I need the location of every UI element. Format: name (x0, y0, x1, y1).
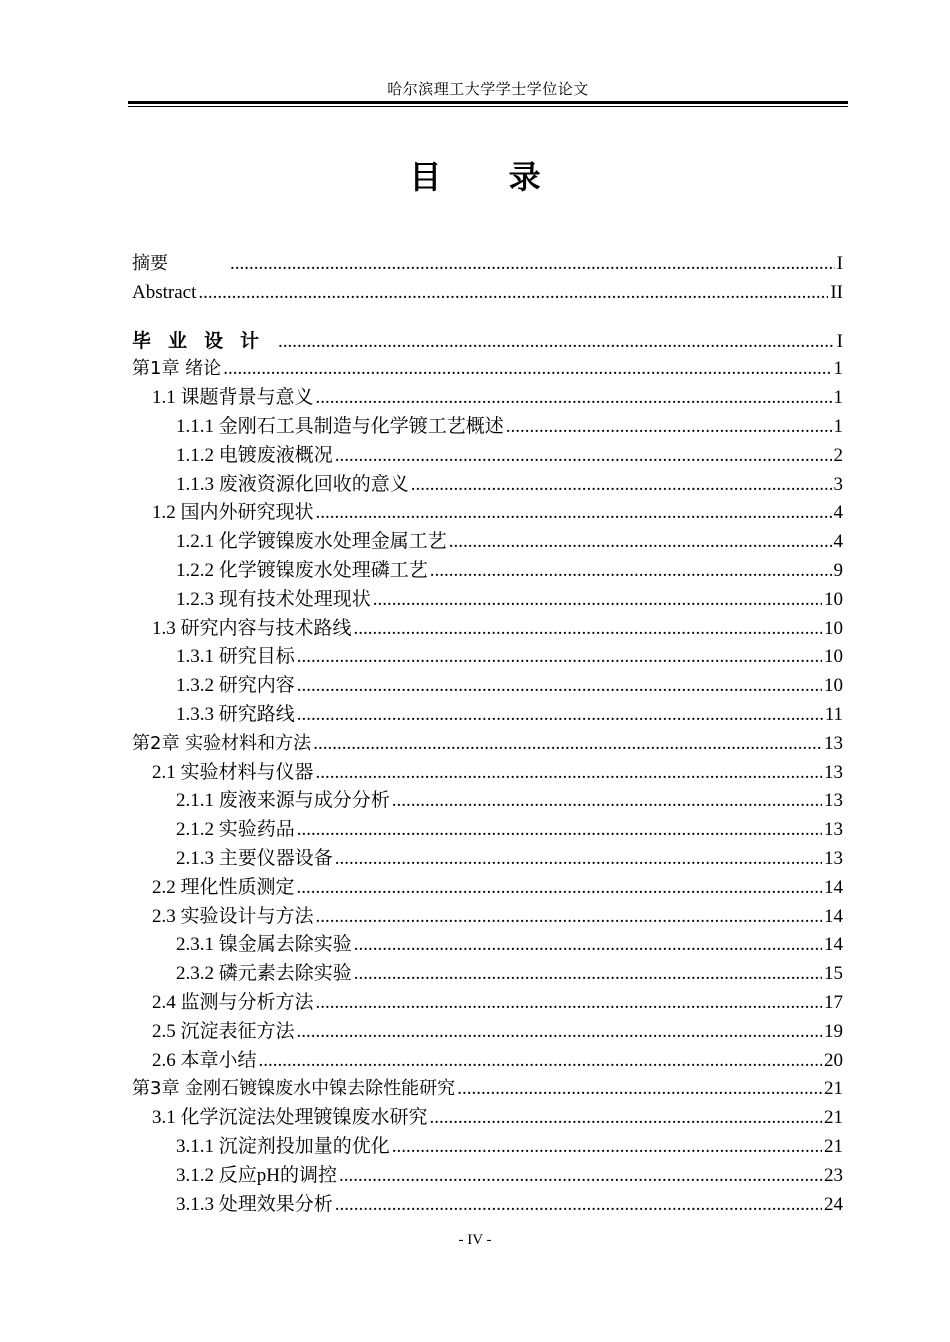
toc-entry-label: 2.3.2 磷元素去除实验 (176, 963, 352, 985)
toc-entry[interactable] (132, 1104, 843, 1133)
toc-entry-label: 2.1 实验材料与仪器 (152, 761, 314, 783)
toc-entry-label: 2.1.3 主要仪器设备 (176, 847, 333, 869)
toc-entry-label: 2.1.1 废液来源与成分分析 (176, 790, 390, 812)
toc-entry-page: 11 (824, 703, 843, 725)
toc-leader-dots (316, 759, 822, 788)
toc-entry-page: I (836, 253, 843, 274)
toc-entry-label: 2.3.1 镍金属去除实验 (176, 934, 352, 956)
toc-leader-dots (223, 355, 831, 384)
toc-entry-label: 2.5 沉淀表征方法 (152, 1020, 295, 1042)
toc-leader-dots (297, 1018, 822, 1047)
toc-entry-page: 2 (833, 444, 843, 466)
toc-leader-dots (373, 586, 822, 615)
toc-entry[interactable] (132, 759, 843, 788)
toc-entry-page: 13 (824, 732, 843, 754)
toc-leader-dots (430, 557, 832, 586)
toc-entry[interactable] (132, 816, 843, 845)
toc-entry-label: 第3章 金刚石镀镍废水中镍去除性能研究 (132, 1078, 456, 1100)
toc-leader-dots (316, 903, 822, 932)
toc-leader-dots (230, 250, 835, 279)
toc-leader-dots (392, 1133, 822, 1162)
toc-leader-dots (313, 730, 822, 759)
toc-entry-label: 摘要 (132, 253, 168, 274)
toc-entry-label: 3.1 化学沉淀法处理镀镍废水研究 (152, 1107, 428, 1129)
toc-entry-label: 1.3.1 研究目标 (176, 646, 295, 668)
toc-leader-dots (335, 845, 822, 874)
toc-entry-label: 1.3.3 研究路线 (176, 703, 295, 725)
toc-entry[interactable] (132, 327, 843, 356)
toc-entry-page: 10 (824, 646, 843, 668)
toc-entry-label: 1.1 课题背景与意义 (152, 387, 314, 409)
toc-entry[interactable] (132, 787, 843, 816)
toc-entry-label: 2.2 理化性质测定 (152, 876, 295, 898)
toc-entry-page: 21 (824, 1107, 843, 1129)
toc-entry-page: 1 (833, 387, 843, 409)
toc-leader-dots (316, 989, 822, 1018)
toc-entry[interactable] (132, 903, 843, 932)
toc-entry-label: 毕业设计 (132, 329, 277, 352)
toc-entry-page: 20 (824, 1049, 843, 1071)
toc-leader-dots (278, 328, 835, 357)
toc-entry[interactable] (132, 413, 843, 442)
toc-entry-label: 1.1.3 废液资源化回收的意义 (176, 473, 409, 495)
toc-entry-page: 13 (824, 790, 843, 812)
toc-entry-page: 1 (833, 358, 843, 380)
toc-entry[interactable] (132, 1133, 843, 1162)
toc-entry-page: 4 (833, 502, 843, 524)
page-title: 目 录 (409, 158, 569, 196)
toc-entry[interactable] (132, 845, 843, 874)
toc-entry[interactable] (132, 730, 843, 759)
toc-leader-dots (297, 874, 822, 903)
toc-entry[interactable] (132, 1075, 843, 1104)
toc-leader-dots (297, 816, 822, 845)
toc-leader-dots (457, 1075, 822, 1104)
toc-entry-page: 14 (824, 934, 843, 956)
toc-entry-label: 2.4 监测与分析方法 (152, 991, 314, 1013)
toc-entry-page: 10 (824, 617, 843, 639)
toc-entry-page: 21 (824, 1078, 843, 1100)
toc-entry-label: 1.3.2 研究内容 (176, 675, 295, 697)
toc-entry[interactable] (132, 279, 843, 308)
toc-leader-dots (335, 442, 832, 471)
toc-entry-label: 3.1.2 反应pH的调控 (176, 1164, 337, 1186)
toc-leader-dots (297, 672, 822, 701)
toc-entry[interactable] (132, 1162, 843, 1191)
toc-entry-page: 13 (824, 761, 843, 783)
toc-entry[interactable] (132, 586, 843, 615)
header-rule-thick (128, 101, 848, 104)
toc-entry-label: Abstract (132, 281, 197, 303)
toc-leader-dots (297, 643, 822, 672)
toc-entry[interactable] (132, 355, 843, 384)
toc-entry-label: 1.2 国内外研究现状 (152, 502, 314, 524)
toc-leader-dots (430, 1104, 822, 1133)
toc-leader-dots (316, 499, 832, 528)
page-number-footer: - IV - (458, 1232, 492, 1248)
toc-entry-page: 14 (824, 876, 843, 898)
toc-entry-label: 第1章 绪论 (132, 358, 222, 380)
toc-entry[interactable] (132, 874, 843, 903)
toc-entry-label: 1.2.1 化学镀镍废水处理金属工艺 (176, 531, 447, 553)
toc-entry[interactable] (132, 931, 843, 960)
toc-entry-page: 17 (824, 991, 843, 1013)
toc-entry-label: 1.2.2 化学镀镍废水处理磷工艺 (176, 559, 428, 581)
toc-entry-label: 2.1.2 实验药品 (176, 819, 295, 841)
toc-entry-page: 15 (824, 963, 843, 985)
toc-entry[interactable] (132, 1018, 843, 1047)
toc-entry-page: 23 (824, 1164, 843, 1186)
running-header: 哈尔滨理工大学学士学位论文 (387, 82, 589, 98)
toc-leader-dots (411, 471, 832, 500)
toc-entry-page: 24 (824, 1193, 843, 1215)
toc-entry-page: 13 (824, 847, 843, 869)
toc-entry-page: 1 (833, 415, 843, 437)
toc-entry-page: 21 (824, 1135, 843, 1157)
toc-entry[interactable] (132, 701, 843, 730)
toc-entry[interactable] (132, 989, 843, 1018)
toc-leader-dots (198, 279, 828, 308)
toc-entry-page: II (830, 281, 843, 303)
toc-leader-dots (449, 528, 832, 557)
table-of-contents (132, 250, 843, 1219)
toc-entry[interactable] (132, 1191, 843, 1220)
toc-leader-dots (392, 787, 822, 816)
toc-entry-page: 4 (833, 531, 843, 553)
toc-entry-label: 3.1.1 沉淀剂投加量的优化 (176, 1135, 390, 1157)
toc-leader-dots (316, 384, 832, 413)
toc-entry-page: 13 (824, 819, 843, 841)
toc-entry-page: 19 (824, 1020, 843, 1042)
toc-entry[interactable] (132, 643, 843, 672)
toc-entry-label: 3.1.3 处理效果分析 (176, 1193, 333, 1215)
toc-leader-dots (354, 931, 822, 960)
header-rule-thin (128, 106, 848, 107)
toc-leader-dots (339, 1162, 822, 1191)
toc-entry[interactable] (132, 615, 843, 644)
toc-entry[interactable] (132, 1047, 843, 1076)
toc-entry[interactable] (132, 528, 843, 557)
toc-entry-label: 1.2.3 现有技术处理现状 (176, 588, 371, 610)
toc-entry[interactable] (132, 672, 843, 701)
toc-entry-label: 第2章 实验材料和方法 (132, 732, 312, 754)
toc-entry-page: I (836, 330, 843, 352)
toc-leader-dots (297, 701, 823, 730)
toc-leader-dots (354, 615, 822, 644)
toc-entry-label: 1.1.2 电镀废液概况 (176, 444, 333, 466)
toc-entry[interactable] (132, 384, 843, 413)
toc-leader-dots (335, 1191, 822, 1220)
toc-entry[interactable] (132, 557, 843, 586)
toc-entry-page: 9 (833, 559, 843, 581)
toc-leader-dots (354, 960, 822, 989)
toc-entry-label: 2.6 本章小结 (152, 1049, 257, 1071)
toc-entry[interactable] (132, 960, 843, 989)
toc-entry-page: 14 (824, 905, 843, 927)
toc-entry-page: 3 (833, 473, 843, 495)
toc-entry[interactable] (132, 442, 843, 471)
toc-entry-page: 10 (824, 588, 843, 610)
toc-entry-label: 2.3 实验设计与方法 (152, 905, 314, 927)
toc-entry-page: 10 (824, 675, 843, 697)
toc-entry[interactable] (132, 499, 843, 528)
toc-leader-dots (259, 1047, 822, 1076)
toc-leader-dots (506, 413, 832, 442)
toc-entry[interactable] (132, 250, 843, 279)
toc-entry-label: 1.3 研究内容与技术路线 (152, 617, 352, 639)
toc-entry[interactable] (132, 471, 843, 500)
toc-entry-label: 1.1.1 金刚石工具制造与化学镀工艺概述 (176, 415, 504, 437)
